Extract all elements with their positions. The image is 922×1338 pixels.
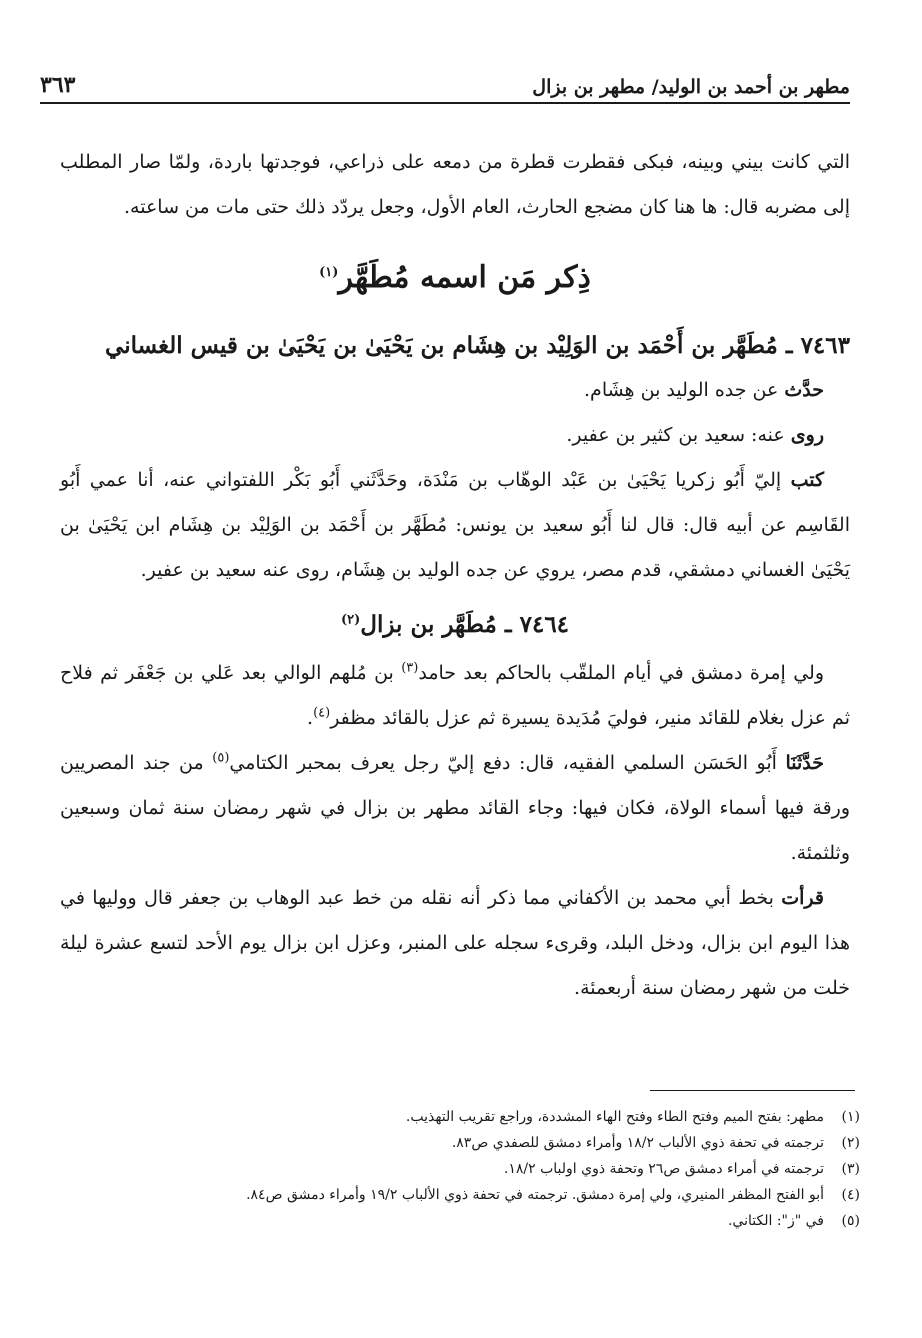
entry-heading-7463: ٧٤٦٣ ـ مُطَهَّر بن أَحْمَد بن الوَلِيْد بن هِشَام بن يَحْيَىٰ بن يَحْيَىٰ بن قيس الغساني (105, 332, 850, 359)
keyword: حدَّث (784, 379, 824, 401)
running-title: مطهر بن أحمد بن الوليد/ مطهر بن بزال (532, 76, 850, 98)
footnote-text: مطهر: بفتح الميم وفتح الطاء وفتح الهاء المشددة، وراجع تقريب التهذيب. (405, 1109, 824, 1125)
keyword: حَدَّثَنَا (785, 752, 824, 774)
keyword: روى (790, 424, 824, 446)
entry-heading-text: ٧٤٦٤ ـ مُطَهَّر بن بزال (360, 611, 570, 638)
footnote-number: (٢) (841, 1135, 860, 1151)
entry1-paragraph-3 (60, 458, 850, 593)
running-header (40, 64, 850, 98)
footnote-ref: (٢) (340, 612, 361, 628)
footnote-number: (٤) (841, 1187, 860, 1203)
footnote-rule (650, 1090, 855, 1091)
paragraph-text: بخط أبي محمد بن الأكفاني مما ذكر أنه نقله من خط عبد الوهاب بن جعفر قال ووليها في هذا اليوم ابن بزال، ودخل البلد، وقرىء سجله على المنبر، وعزل ابن بزال يوم الأحد لتسع عشرة ليلة خلت من شهر رمضان سنة أربعمئة. (60, 887, 850, 999)
footnote-text: في "ز": الكتاني. (727, 1213, 824, 1229)
continued-paragraph: التي كانت بيني وبينه، فبكى فقطرت قطرة من دمعه على ذراعي، فوجدتها باردة، ولمّا صار المطلب إلى مضربه قال: ها هنا كان مضجع الحارث، العام الأول، وجعل يردّد ذلك حتى مات من ساعته. (60, 151, 850, 218)
footnote-item (60, 1208, 860, 1234)
main-text (60, 140, 850, 1011)
paragraph-text: من جند المصريين ورقة فيها أسماء الولاة، فكان فيها: وجاء القائد مطهر بن بزال في شهر رمضان سنة ثمان وسبعين وثلثمئة. (60, 752, 850, 864)
paragraph-text: بن مُلهم الوالي بعد عَلي بن جَعْفَر ثم فلاح ثم عزل بغلام للقائد منير، فوليَ مُدَيدة يسيرة ثم عزل بالقائد مظفر (60, 662, 850, 729)
footnote-text: أبو الفتح المظفر المنيري، ولي إمرة دمشق. ترجمته في تحفة ذوي الألباب ١٩/٢ وأمراء دمشق ص٨٤. (246, 1187, 824, 1203)
paragraph-text: إليّ أَبُو زكريا يَحْيَىٰ بن عَبْد الوهّاب بن مَنْدَة، وحَدَّثَني أَبُو بَكْر اللفتواني عنه، أنا عمي أَبُو القَاسِم عن أبيه قال: قال لنا أَبُو سعيد بن يونس: مُطَهَّر بن أَحْمَد بن الوَلِيْد بن هِشَام ابن يَحْيَىٰ بن يَحْيَىٰ الغساني دمشقي، قدم مصر، يروي عن جده الوليد بن هِشَام، روى عنه سعيد بن عفير. (60, 469, 850, 581)
section-title (60, 256, 850, 300)
footnote-text: ترجمته في أمراء دمشق ص٢٦ وتحفة ذوي اولباب ١٨/٢. (503, 1161, 824, 1177)
footnote-ref: (٤) (313, 705, 331, 721)
footnote-number: (٥) (841, 1213, 860, 1229)
entry1-paragraph-1 (60, 368, 850, 413)
footnotes (60, 1104, 860, 1234)
footnote-item (60, 1156, 860, 1182)
footnote-number: (٣) (841, 1161, 860, 1177)
paragraph-text: ولي إمرة دمشق في أيام الملقّب بالحاكم بعد حامد (418, 662, 824, 684)
entry1-paragraph-2 (60, 413, 850, 458)
footnote-item (60, 1182, 860, 1208)
footnote-ref: (٥) (212, 750, 230, 766)
entry-heading-7464 (60, 603, 850, 647)
footnote-text: ترجمته في تحفة ذوي الألباب ١٨/٢ وأمراء دمشق للصفدي ص٨٣. (451, 1135, 824, 1151)
footnote-ref: (١) (319, 265, 339, 280)
footnote-number: (١) (841, 1109, 860, 1125)
footnote-item (60, 1130, 860, 1156)
section-title-text: ذِكر مَن اسمه مُطَهَّر (338, 260, 591, 295)
footnote-item (60, 1104, 860, 1130)
entry2-paragraph-3 (60, 876, 850, 1011)
keyword: كتب (790, 469, 824, 491)
footnote-ref: (٣) (401, 660, 419, 676)
paragraph-text: أَبُو الحَسَن السلمي الفقيه، قال: دفع إليّ رجل يعرف بمحبر الكتامي (229, 752, 786, 774)
entry2-paragraph-2 (60, 741, 850, 876)
paragraph-text: . (307, 707, 314, 729)
keyword: قرأت (781, 887, 824, 909)
paragraph-text: عن جده الوليد بن هِشَام. (584, 379, 785, 401)
paragraph-text: عنه: سعيد بن كثير بن عفير. (566, 424, 791, 446)
page-number: ٣٦٣ (40, 72, 76, 98)
entry2-paragraph-1 (60, 651, 850, 741)
header-rule (40, 102, 850, 104)
